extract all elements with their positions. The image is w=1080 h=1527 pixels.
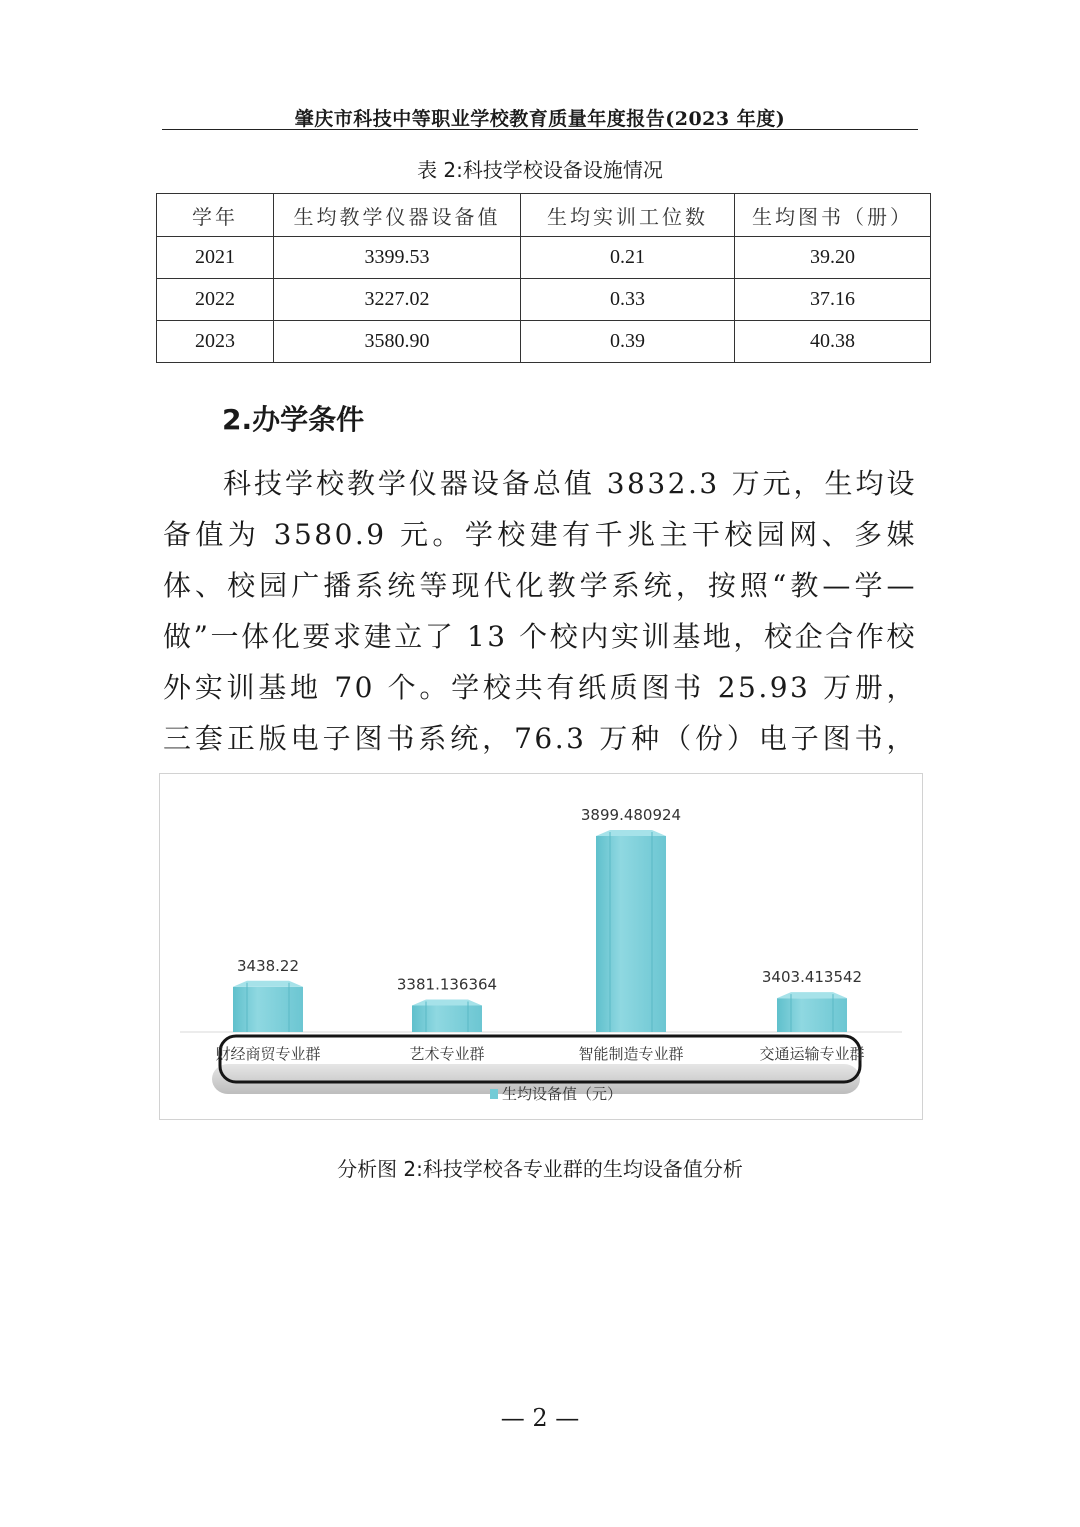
x-tick-label: 财经商贸专业群: [215, 1045, 321, 1063]
table-row: [157, 321, 931, 363]
table-cell: 3580.90: [274, 321, 521, 363]
bar-top-face: [777, 992, 847, 998]
bar: [777, 998, 847, 1032]
section-heading: 2.办学条件: [222, 403, 365, 436]
x-tick-label: 智能制造专业群: [578, 1045, 684, 1063]
table-cell: 3399.53: [274, 237, 521, 279]
bar: [596, 836, 666, 1032]
bar-value-label: 3381.136364: [396, 975, 498, 994]
bar-chart: [159, 773, 923, 1120]
table-cell: 2023: [157, 321, 274, 363]
table-cell: 3227.02: [274, 279, 521, 321]
bar-top-face: [412, 999, 482, 1005]
table-cell: 0.21: [521, 237, 735, 279]
table-header-cell: 生均教学仪器设备值: [274, 194, 521, 237]
table-header-row: [157, 194, 931, 237]
facilities-table: [156, 193, 931, 363]
legend-swatch: [490, 1089, 498, 1099]
table-cell: 2021: [157, 237, 274, 279]
bar: [233, 987, 303, 1032]
report-header-title: 肇庆市科技中等职业学校教育质量年度报告(2023 年度): [294, 108, 786, 130]
table-header-cell: 生均实训工位数: [521, 194, 735, 237]
figure-caption: 分析图 2:科技学校各专业群的生均设备值分析: [337, 1157, 743, 1181]
x-tick-label: 艺术专业群: [409, 1045, 485, 1063]
bar: [412, 1005, 482, 1032]
x-tick-label: 交通运输专业群: [759, 1045, 865, 1063]
body-paragraph: 科技学校教学仪器设备总值 3832.3 万元，生均设备值为 3580.9 元。学校建有千兆主干校园网、多媒体、校园广播系统等现代化教学系统，按照“教—学—做”一体化要求建立了 13 个校内实训基地，校企合作校外实训基地 70 个。学校共有纸质图书 25.93 万册，三套正版电子图书系统，76.3 万种（份）电子图书，: [163, 467, 917, 755]
bar-value-label: 3438.22: [236, 956, 300, 975]
page-number: — 2 —: [500, 1404, 580, 1432]
table-caption: 表 2:科技学校设备设施情况: [417, 158, 663, 182]
bar-chart-canvas: [160, 774, 922, 1119]
table-cell: 40.38: [735, 321, 931, 363]
bar-value-label: 3899.480924: [580, 805, 682, 824]
table-cell: 2022: [157, 279, 274, 321]
table-row: [157, 237, 931, 279]
table-row: [157, 279, 931, 321]
table-cell: 39.20: [735, 237, 931, 279]
legend-label: 生均设备值（元）: [502, 1085, 623, 1103]
table-header-cell: 生均图书（册）: [735, 194, 931, 237]
table-cell: 37.16: [735, 279, 931, 321]
bar-top-face: [596, 830, 666, 836]
table-cell: 0.39: [521, 321, 735, 363]
table-header-cell: 学年: [157, 194, 274, 237]
bar-value-label: 3403.413542: [761, 968, 863, 987]
bar-top-face: [233, 981, 303, 987]
header-divider: [162, 129, 918, 130]
table-cell: 0.33: [521, 279, 735, 321]
